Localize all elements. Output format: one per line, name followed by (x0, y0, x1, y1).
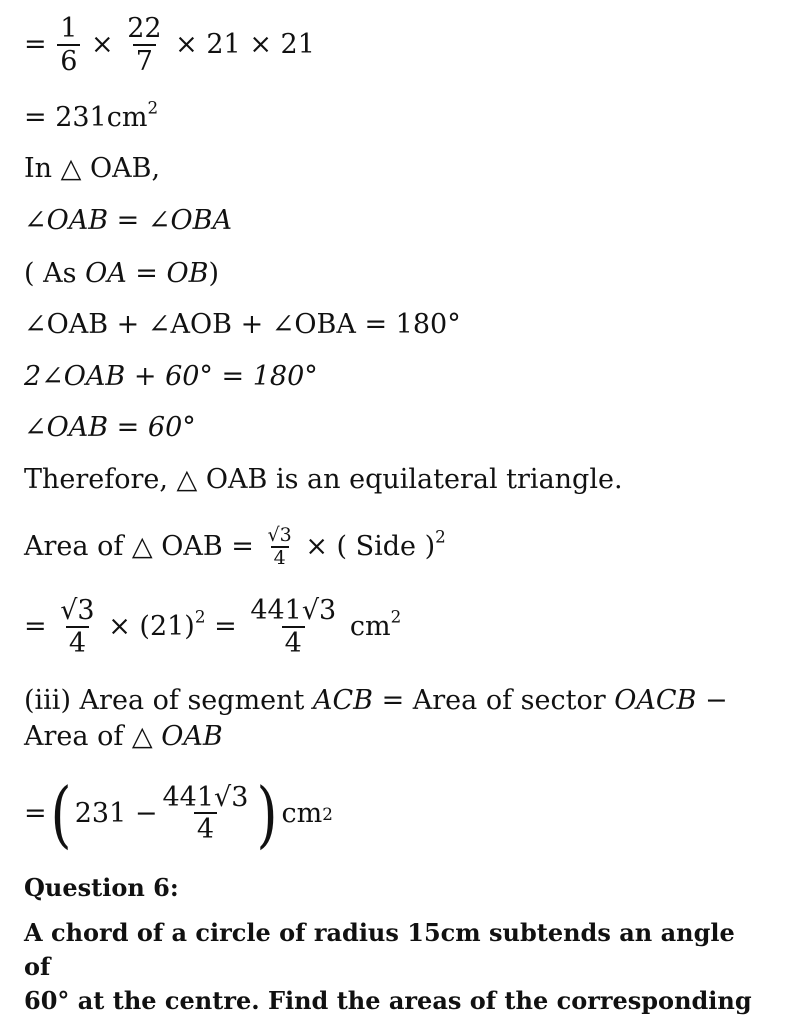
fraction-denominator: 6 (57, 44, 80, 77)
segment-label: (iii) Area of segment (24, 685, 313, 716)
fraction-root3-4 (265, 525, 295, 570)
value-231: 231 − (74, 798, 158, 829)
unit: cm (349, 610, 391, 642)
equals-sign: = (24, 28, 47, 60)
right-paren: ) (256, 772, 278, 856)
question-heading-text: Question 6: (24, 873, 179, 902)
fraction-441root3-4 (247, 596, 339, 659)
sector-name: OACB (614, 685, 697, 716)
product-rest: × 21 × 21 (175, 28, 315, 60)
exponent: 2 (435, 526, 446, 547)
equation-line-10 (24, 525, 446, 570)
fraction-denominator: 4 (66, 626, 89, 659)
reason-prefix: ( As (24, 258, 86, 289)
equals-sign: = (24, 610, 47, 642)
exponent: 2 (194, 606, 206, 627)
reason-suffix: ) (208, 258, 220, 289)
triangle-name: OAB (161, 721, 223, 752)
fraction-numerator: 22 (127, 13, 162, 44)
exponent: 2 (390, 606, 402, 627)
angle-result: ∠OAB = 60° (24, 412, 196, 443)
fraction-numerator: 441√3 (250, 595, 337, 626)
fraction-root3-4 (57, 596, 97, 659)
equation-line-2 (24, 97, 159, 135)
left-paren: ( (50, 772, 72, 856)
conclusion-text: Therefore, △ OAB is an equilateral triangle. (24, 464, 623, 495)
equation-line-11 (24, 596, 401, 659)
fraction-denominator: 7 (133, 44, 156, 77)
equation-line-7 (24, 360, 318, 394)
fraction-numerator: 1 (60, 13, 78, 44)
fraction-denominator: 4 (282, 626, 305, 659)
minus-sign: − (696, 685, 728, 716)
side-squared: × ( Side ) (305, 530, 436, 562)
equation-line-1 (24, 14, 315, 77)
question-text-line-1: A chord of a circle of radius 15cm subtends an angle of (24, 918, 735, 981)
exponent: 2 (147, 97, 159, 118)
text-line-12 (24, 684, 728, 718)
area-value: = 231cm (24, 102, 148, 133)
angle-sum: ∠OAB + ∠AOB + ∠OBA = 180° (24, 309, 461, 340)
equation-line-14: = ( 231 − $\frac{441√3}{4}$ ) cm 2 (24, 772, 333, 856)
reason-expression: OA = OB (85, 258, 209, 289)
text-line-9 (24, 463, 623, 497)
fraction-numerator: √3 (267, 524, 292, 546)
area-label: Area of △ OAB = (24, 530, 263, 562)
angle-equation: 2∠OAB + 60° = 180° (24, 361, 318, 392)
fraction-numerator: 441√3 (162, 781, 249, 813)
fraction-denominator: 4 (271, 546, 289, 570)
sector-label: = Area of sector (372, 685, 615, 716)
fraction-441root3-4 (159, 783, 251, 846)
times-21: × (21) (108, 610, 195, 642)
text-line-13 (24, 720, 223, 754)
equals-sign: = (24, 798, 47, 829)
question-text-line-2: 60° at the centre. Find the areas of the corresponding (24, 986, 752, 1015)
equation-line-4 (24, 204, 232, 238)
equals-sign: = (214, 610, 246, 642)
triangle-intro: In △ OAB, (24, 153, 161, 184)
fraction-denominator: 4 (194, 812, 217, 845)
angle-equality: ∠OAB = ∠OBA (24, 205, 232, 236)
question-text (24, 916, 764, 1018)
equation-line-6 (24, 308, 461, 342)
times-sign: × (91, 28, 114, 60)
fraction-numerator: √3 (60, 595, 95, 626)
equation-line-8 (24, 411, 196, 445)
triangle-area-label: Area of △ (24, 721, 162, 752)
fraction-22-7 (124, 14, 164, 77)
segment-name: ACB (312, 685, 373, 716)
text-line-5 (24, 257, 219, 291)
unit: cm (281, 798, 323, 829)
text-line-3 (24, 152, 160, 186)
fraction-1-6 (57, 14, 80, 77)
question-heading (24, 871, 179, 905)
